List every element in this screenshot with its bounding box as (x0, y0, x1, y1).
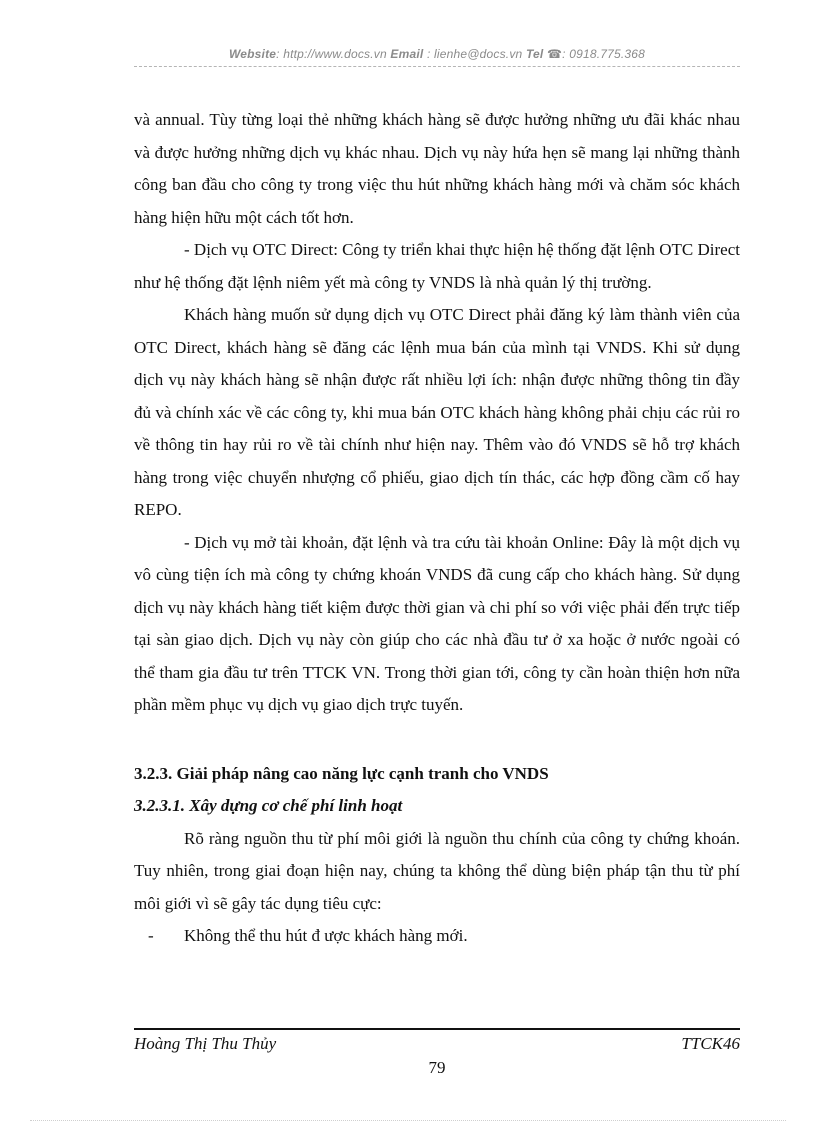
page-header (134, 47, 740, 61)
footer-author: Hoàng Thị Thu Thủy (134, 1034, 277, 1053)
page-bottom-border (30, 1120, 786, 1121)
bullet-dash: - (148, 926, 154, 945)
paragraph-online-account: - Dịch vụ mở tài khoản, đặt lệnh và tra cứu tài khoản Online: Đây là một dịch vụ vô cùng tiện ích mà công ty chứng khoán VNDS đã cung cấp cho khách hàng. Sử dụng dịch vụ này khách hàng tiết kiệm được thời gian và chi phí so với việc phải đến trực tiếp tại sàn giao dịch. Dịch vụ này còn giúp cho các nhà đầu tư ở xa hoặc ở nước ngoài có thể tham gia đầu tư trên TTCK VN. Trong thời gian tới, công ty cần hoàn thiện hơn nữa phần mềm phục vụ dịch vụ giao dịch trực tuyến. (134, 532, 740, 714)
footer-divider (134, 1028, 740, 1030)
paragraph-brokerage-fee: Rõ ràng nguồn thu từ phí môi giới là nguồn thu chính của công ty chứng khoán. Tuy nhiên, trong giai đoạn hiện nay, chúng ta không thể dùng biện pháp tận thu từ phí môi giới vì sẽ gây tác dụng tiêu cực: (134, 828, 740, 913)
email-value: : lienhe@docs.vn (426, 47, 523, 61)
website-value: : http://www.docs.vn (276, 47, 387, 61)
tel-value: : 0918.775.368 (562, 47, 646, 61)
website-label: Website (228, 47, 277, 61)
paragraph-1: và annual. Tùy từng loại thẻ những khách hàng sẽ được hưởng những ưu đãi khác nhau và được hưởng những dịch vụ khác nhau. Dịch vụ này hứa hẹn sẽ mang lại những thành công ban đầu cho công ty trong việc thu hút những khách hàng mới và chăm sóc khách hàng hiện hữu một cách tốt hơn. (134, 110, 740, 227)
list-item (134, 920, 740, 953)
list-item-text: Không thể thu hút đ ược khách hàng mới. (184, 926, 468, 945)
document-body (134, 104, 740, 953)
paragraph-otc-benefits: Khách hàng muốn sử dụng dịch vụ OTC Direct phải đăng ký làm thành viên của OTC Direct, khách hàng sẽ đăng các lệnh mua bán của mình tại VNDS. Khi sử dụng dịch vụ này khách hàng sẽ nhận được rất nhiều lợi ích: nhận được những thông tin đầy đủ và chính xác về các công ty, khi mua bán OTC khách hàng không phải chịu các rủi ro về thông tin hay rủi ro về tài chính như hiện nay. Thêm vào đó VNDS sẽ hỗ trợ khách hàng trong việc chuyển nhượng cổ phiếu, giao dịch tín thác, các hợp đồng cầm cố hay REPO. (134, 305, 740, 519)
section-heading-3-2-3: 3.2.3. Giải pháp nâng cao năng lực cạnh tranh cho VNDS (134, 763, 549, 783)
subsection-heading-3-2-3-1: 3.2.3.1. Xây dựng cơ chế phí linh hoạt (134, 796, 403, 815)
header-divider (134, 66, 740, 67)
page-number: 79 (428, 1058, 446, 1077)
paragraph-otc-direct: - Dịch vụ OTC Direct: Công ty triển khai thực hiện hệ thống đặt lệnh OTC Direct như hệ thống đặt lệnh niêm yết mà công ty VNDS là nhà quản lý thị trường. (134, 240, 740, 292)
tel-label: Tel (525, 47, 544, 61)
email-label: Email (390, 47, 424, 61)
phone-icon: ☎ (547, 47, 563, 61)
footer-class: TTCK46 (681, 1034, 740, 1053)
